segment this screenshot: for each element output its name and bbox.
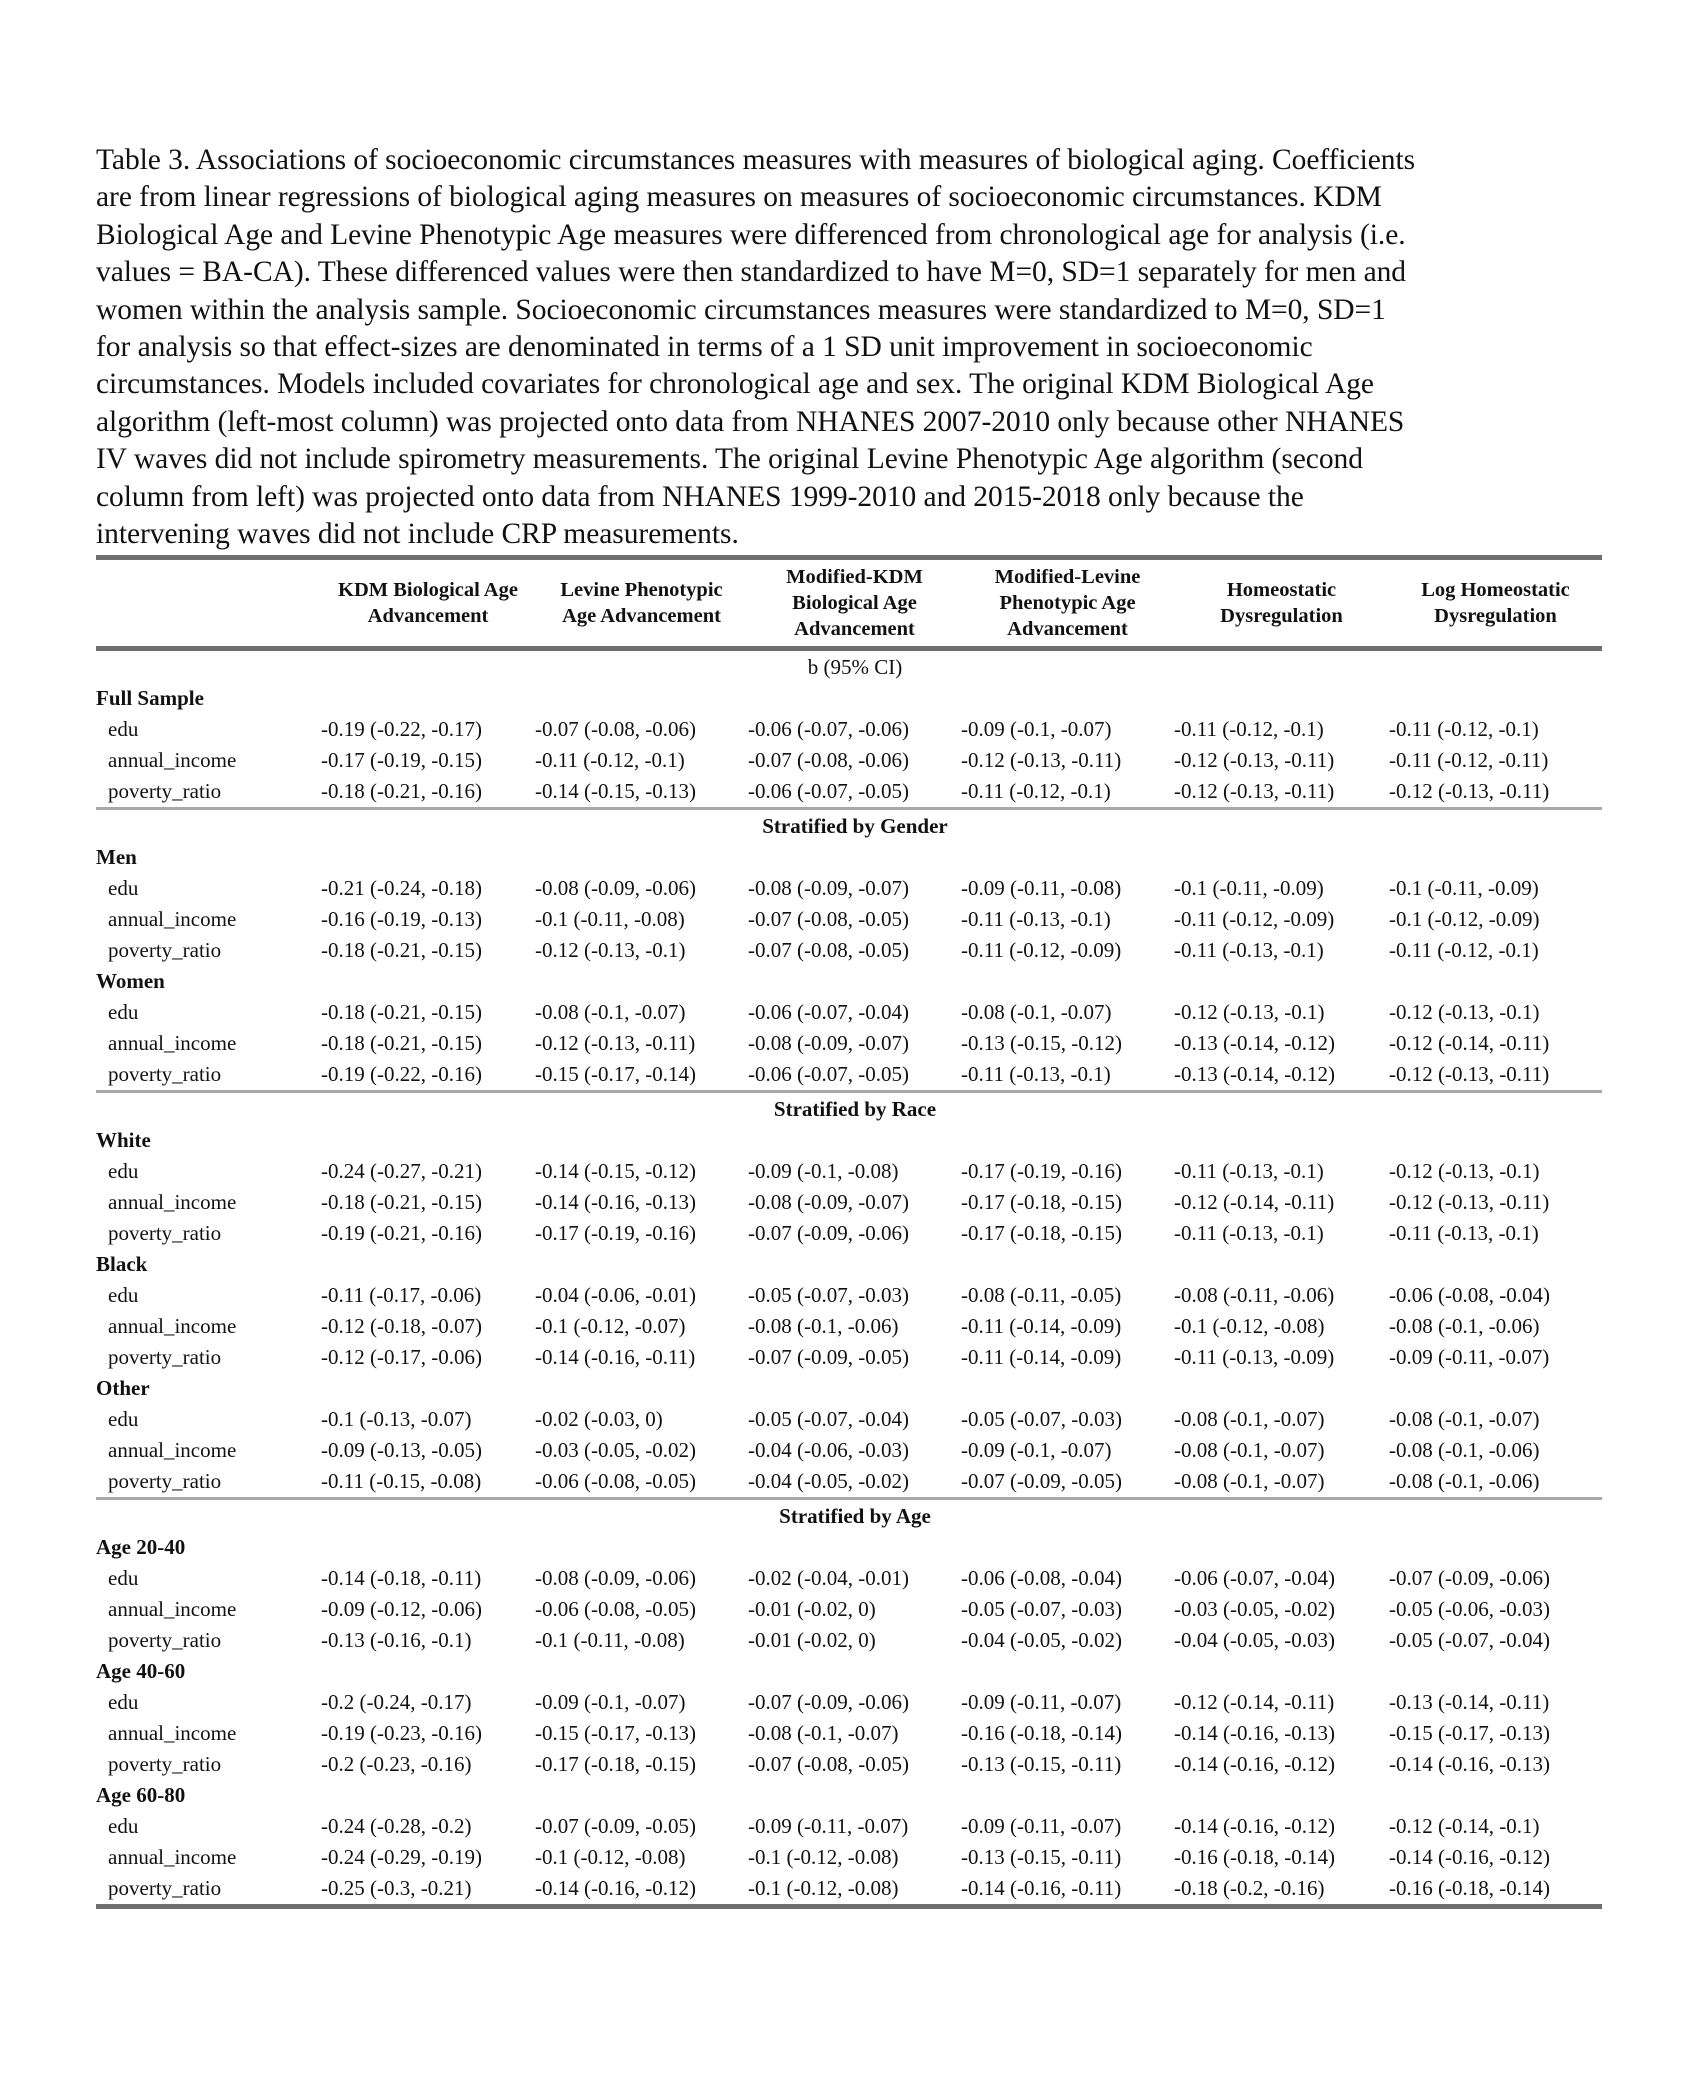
table-cell: -0.07 (-0.08, -0.06) — [535, 717, 696, 742]
table-row — [96, 935, 1602, 966]
table-cell: -0.06 (-0.07, -0.04) — [748, 1000, 909, 1025]
table-cell: -0.12 (-0.13, -0.11) — [1389, 1190, 1550, 1215]
table-cell: -0.15 (-0.17, -0.14) — [535, 1062, 696, 1087]
group-row — [96, 683, 1602, 714]
group-label: Other — [96, 1376, 150, 1401]
table-cell: -0.09 (-0.13, -0.05) — [321, 1438, 482, 1463]
table-row — [96, 873, 1602, 904]
stat-label-row — [96, 649, 1602, 684]
table-cell: -0.11 (-0.12, -0.09) — [1174, 907, 1335, 932]
row-label: edu — [108, 1159, 139, 1184]
table-cell: -0.05 (-0.07, -0.03) — [961, 1407, 1122, 1432]
table-cell: -0.1 (-0.11, -0.09) — [1174, 876, 1324, 901]
table-cell: -0.14 (-0.16, -0.13) — [1174, 1721, 1335, 1746]
group-row — [96, 1532, 1602, 1563]
section-header-row — [96, 1499, 1602, 1533]
table-cell: -0.07 (-0.09, -0.06) — [1389, 1566, 1550, 1591]
table-cell: -0.13 (-0.15, -0.12) — [961, 1031, 1122, 1056]
row-label: annual_income — [108, 1190, 237, 1215]
row-label: poverty_ratio — [108, 1345, 222, 1370]
caption-line: column from left) was projected onto data from NHANES 1999-2010 and 2015-2018 only because the — [96, 480, 1304, 513]
section-header-row — [96, 809, 1602, 843]
stat-label: b (95% CI) — [807, 655, 903, 680]
caption-line: Table 3. Associations of socioeconomic circumstances measures with measures of biological aging. Coefficients — [96, 144, 1416, 176]
table-cell: -0.08 (-0.1, -0.07) — [1389, 1407, 1540, 1432]
table-cell: -0.13 (-0.16, -0.1) — [321, 1628, 472, 1653]
table-cell: -0.04 (-0.06, -0.01) — [535, 1283, 696, 1308]
table-cell: -0.14 (-0.15, -0.12) — [535, 1159, 696, 1184]
group-label: Full Sample — [96, 686, 204, 711]
table-cell: -0.08 (-0.09, -0.06) — [535, 1566, 696, 1591]
table-row — [96, 1435, 1602, 1466]
section-title: Stratified by Race — [773, 1097, 937, 1122]
table-cell: -0.13 (-0.15, -0.11) — [961, 1752, 1122, 1777]
table-cell: -0.07 (-0.09, -0.05) — [748, 1345, 909, 1370]
table-cell: -0.08 (-0.09, -0.07) — [748, 1031, 909, 1056]
table-cell: -0.14 (-0.18, -0.11) — [321, 1566, 482, 1591]
table-row — [96, 1218, 1602, 1249]
column-header — [535, 558, 748, 649]
table-row — [96, 1280, 1602, 1311]
column-header — [1174, 558, 1389, 649]
group-label: Black — [96, 1252, 148, 1277]
table-row — [96, 714, 1602, 745]
table-cell: -0.06 (-0.08, -0.04) — [961, 1566, 1122, 1591]
table-cell: -0.09 (-0.1, -0.08) — [748, 1159, 899, 1184]
table-cell: -0.12 (-0.14, -0.1) — [1389, 1814, 1540, 1839]
table-cell: -0.08 (-0.1, -0.07) — [535, 1000, 686, 1025]
table-cell: -0.07 (-0.09, -0.05) — [961, 1469, 1122, 1494]
group-row — [96, 966, 1602, 997]
column-header-line: Dysregulation — [1434, 605, 1557, 628]
table-row — [96, 1811, 1602, 1842]
table-cell: -0.12 (-0.13, -0.1) — [1389, 1159, 1540, 1184]
column-header-line: Homeostatic — [1226, 579, 1337, 602]
table-cell: -0.11 (-0.12, -0.09) — [961, 938, 1122, 963]
row-label: annual_income — [108, 748, 237, 773]
table-cell: -0.2 (-0.23, -0.16) — [321, 1752, 472, 1777]
column-header-line: Modified-Levine — [994, 566, 1141, 589]
section-title: Stratified by Age — [779, 1504, 931, 1529]
row-label: annual_income — [108, 907, 237, 932]
table-cell: -0.04 (-0.05, -0.03) — [1174, 1628, 1335, 1653]
table-cell: -0.07 (-0.09, -0.05) — [535, 1814, 696, 1839]
table-cell: -0.13 (-0.15, -0.11) — [961, 1845, 1122, 1870]
table-cell: -0.01 (-0.02, 0) — [748, 1597, 876, 1622]
table-cell: -0.19 (-0.22, -0.16) — [321, 1062, 482, 1087]
group-row — [96, 1125, 1602, 1156]
group-row — [96, 1373, 1602, 1404]
row-label: edu — [108, 1690, 139, 1715]
table-cell: -0.17 (-0.18, -0.15) — [961, 1190, 1122, 1215]
table-cell: -0.18 (-0.21, -0.15) — [321, 938, 482, 963]
table-cell: -0.13 (-0.14, -0.12) — [1174, 1062, 1335, 1087]
table-cell: -0.12 (-0.13, -0.11) — [535, 1031, 696, 1056]
row-label: annual_income — [108, 1438, 237, 1463]
group-label: Women — [96, 969, 165, 994]
caption-line: women within the analysis sample. Socioeconomic circumstances measures were standardized to M=0, SD=1 — [96, 293, 1386, 326]
column-header-line: Log Homeostatic — [1421, 579, 1570, 602]
table-row — [96, 997, 1602, 1028]
table-cell: -0.17 (-0.19, -0.16) — [961, 1159, 1122, 1184]
row-label: poverty_ratio — [108, 1876, 222, 1901]
table-row — [96, 1749, 1602, 1780]
table-cell: -0.19 (-0.22, -0.17) — [321, 717, 482, 742]
table-row — [96, 1156, 1602, 1187]
row-label: poverty_ratio — [108, 1752, 222, 1777]
caption-line: are from linear regressions of biological aging measures on measures of socioeconomic circumstances. KDM — [96, 181, 1382, 214]
table-cell: -0.14 (-0.16, -0.12) — [1174, 1752, 1335, 1777]
table-cell: -0.05 (-0.06, -0.03) — [1389, 1597, 1550, 1622]
table-cell: -0.17 (-0.18, -0.15) — [535, 1752, 696, 1777]
table-cell: -0.16 (-0.18, -0.14) — [961, 1721, 1122, 1746]
table-cell: -0.12 (-0.13, -0.1) — [1174, 1000, 1325, 1025]
table-cell: -0.21 (-0.24, -0.18) — [321, 876, 482, 901]
table-cell: -0.12 (-0.13, -0.1) — [1389, 1000, 1540, 1025]
table-cell: -0.11 (-0.13, -0.1) — [961, 1062, 1111, 1087]
row-label: edu — [108, 1566, 139, 1591]
table-cell: -0.14 (-0.16, -0.13) — [1389, 1752, 1550, 1777]
column-header-line: Advancement — [367, 605, 489, 628]
table-cell: -0.12 (-0.18, -0.07) — [321, 1314, 482, 1339]
table-cell: -0.12 (-0.14, -0.11) — [1174, 1190, 1335, 1215]
table-cell: -0.1 (-0.12, -0.08) — [748, 1876, 899, 1901]
table-row — [96, 1873, 1602, 1907]
table-cell: -0.1 (-0.12, -0.08) — [748, 1845, 899, 1870]
table-cell: -0.12 (-0.13, -0.11) — [961, 748, 1122, 773]
table-cell: -0.16 (-0.19, -0.13) — [321, 907, 482, 932]
table-cell: -0.19 (-0.23, -0.16) — [321, 1721, 482, 1746]
table-cell: -0.11 (-0.13, -0.1) — [1174, 1221, 1324, 1246]
column-header — [748, 558, 961, 649]
table-cell: -0.11 (-0.17, -0.06) — [321, 1283, 482, 1308]
table-cell: -0.18 (-0.2, -0.16) — [1174, 1876, 1325, 1901]
table-cell: -0.14 (-0.16, -0.13) — [535, 1190, 696, 1215]
table-cell: -0.24 (-0.27, -0.21) — [321, 1159, 482, 1184]
table-cell: -0.11 (-0.12, -0.1) — [1389, 717, 1539, 742]
table-row — [96, 1059, 1602, 1092]
table-cell: -0.1 (-0.12, -0.08) — [1174, 1314, 1325, 1339]
table-cell: -0.12 (-0.13, -0.11) — [1389, 1062, 1550, 1087]
table-cell: -0.12 (-0.13, -0.11) — [1174, 779, 1335, 804]
table-cell: -0.18 (-0.21, -0.15) — [321, 1031, 482, 1056]
table-cell: -0.11 (-0.12, -0.1) — [535, 748, 685, 773]
table-cell: -0.08 (-0.1, -0.07) — [961, 1000, 1112, 1025]
column-header — [961, 558, 1174, 649]
table-cell: -0.13 (-0.14, -0.11) — [1389, 1690, 1550, 1715]
table-cell: -0.09 (-0.11, -0.08) — [961, 876, 1122, 901]
row-label: annual_income — [108, 1031, 237, 1056]
table-cell: -0.2 (-0.24, -0.17) — [321, 1690, 472, 1715]
table-cell: -0.08 (-0.11, -0.05) — [961, 1283, 1122, 1308]
table-cell: -0.04 (-0.06, -0.03) — [748, 1438, 909, 1463]
row-label: edu — [108, 1814, 139, 1839]
group-row — [96, 1249, 1602, 1280]
table-cell: -0.09 (-0.11, -0.07) — [961, 1814, 1122, 1839]
table-cell: -0.1 (-0.13, -0.07) — [321, 1407, 472, 1432]
table-cell: -0.16 (-0.18, -0.14) — [1389, 1876, 1550, 1901]
table-cell: -0.14 (-0.16, -0.12) — [535, 1876, 696, 1901]
row-label: poverty_ratio — [108, 938, 222, 963]
group-label: Age 20-40 — [96, 1535, 186, 1560]
table-cell: -0.11 (-0.12, -0.1) — [1174, 717, 1324, 742]
caption-line: circumstances. Models included covariates for chronological age and sex. The original KDM Biological Age — [96, 368, 1374, 401]
table-row — [96, 1594, 1602, 1625]
table-cell: -0.06 (-0.07, -0.05) — [748, 1062, 909, 1087]
table-row — [96, 1718, 1602, 1749]
table-row — [96, 1342, 1602, 1373]
column-header-line: Modified-KDM — [786, 566, 923, 589]
table-cell: -0.18 (-0.21, -0.15) — [321, 1000, 482, 1025]
table-cell: -0.07 (-0.08, -0.05) — [748, 1752, 909, 1777]
table-row — [96, 1311, 1602, 1342]
table-cell: -0.14 (-0.16, -0.11) — [535, 1345, 696, 1370]
table-cell: -0.11 (-0.13, -0.1) — [1174, 1159, 1324, 1184]
row-label: poverty_ratio — [108, 1221, 222, 1246]
table-cell: -0.08 (-0.09, -0.07) — [748, 1190, 909, 1215]
table-cell: -0.11 (-0.13, -0.1) — [1389, 1221, 1539, 1246]
table-cell: -0.11 (-0.15, -0.08) — [321, 1469, 482, 1494]
group-label: White — [96, 1128, 151, 1153]
table-cell: -0.24 (-0.28, -0.2) — [321, 1814, 472, 1839]
table-row — [96, 1466, 1602, 1499]
table-row — [96, 1842, 1602, 1873]
row-label: annual_income — [108, 1721, 237, 1746]
group-row — [96, 1780, 1602, 1811]
table-cell: -0.08 (-0.1, -0.06) — [1389, 1469, 1540, 1494]
table-cell: -0.18 (-0.21, -0.16) — [321, 779, 482, 804]
table-cell: -0.08 (-0.1, -0.07) — [1174, 1438, 1325, 1463]
table-cell: -0.09 (-0.1, -0.07) — [535, 1690, 686, 1715]
table-row — [96, 1563, 1602, 1594]
table-caption — [96, 142, 1602, 553]
table-cell: -0.11 (-0.14, -0.09) — [961, 1345, 1122, 1370]
table-cell: -0.12 (-0.14, -0.11) — [1174, 1690, 1335, 1715]
table-cell: -0.1 (-0.11, -0.08) — [535, 907, 685, 932]
table-cell: -0.11 (-0.12, -0.1) — [1389, 938, 1539, 963]
table-cell: -0.12 (-0.13, -0.1) — [535, 938, 686, 963]
table-cell: -0.12 (-0.13, -0.11) — [1174, 748, 1335, 773]
table-cell: -0.19 (-0.21, -0.16) — [321, 1221, 482, 1246]
caption-line: IV waves did not include spirometry measurements. The original Levine Phenotypic Age algorithm (second — [96, 443, 1363, 476]
row-label-header — [96, 558, 321, 649]
page — [96, 142, 1602, 1909]
table-row — [96, 1028, 1602, 1059]
table-cell: -0.08 (-0.1, -0.06) — [1389, 1438, 1540, 1463]
table-cell: -0.02 (-0.03, 0) — [535, 1407, 663, 1432]
table-cell: -0.17 (-0.19, -0.15) — [321, 748, 482, 773]
column-header-line: Biological Age — [792, 592, 917, 615]
table-cell: -0.24 (-0.29, -0.19) — [321, 1845, 482, 1870]
table-cell: -0.06 (-0.07, -0.05) — [748, 779, 909, 804]
table-cell: -0.01 (-0.02, 0) — [748, 1628, 876, 1653]
table-row — [96, 1187, 1602, 1218]
table-cell: -0.1 (-0.11, -0.08) — [535, 1628, 685, 1653]
table-cell: -0.06 (-0.08, -0.05) — [535, 1469, 696, 1494]
results-table — [96, 555, 1602, 1909]
table-row — [96, 745, 1602, 776]
table-cell: -0.15 (-0.17, -0.13) — [1389, 1721, 1550, 1746]
table-cell: -0.09 (-0.12, -0.06) — [321, 1597, 482, 1622]
table-cell: -0.09 (-0.11, -0.07) — [748, 1814, 909, 1839]
table-cell: -0.04 (-0.05, -0.02) — [748, 1469, 909, 1494]
table-cell: -0.25 (-0.3, -0.21) — [321, 1876, 472, 1901]
table-cell: -0.09 (-0.11, -0.07) — [961, 1690, 1122, 1715]
table-cell: -0.12 (-0.17, -0.06) — [321, 1345, 482, 1370]
table-cell: -0.09 (-0.1, -0.07) — [961, 717, 1112, 742]
section-header-row — [96, 1092, 1602, 1126]
table-cell: -0.1 (-0.12, -0.09) — [1389, 907, 1540, 932]
table-cell: -0.16 (-0.18, -0.14) — [1174, 1845, 1335, 1870]
table-cell: -0.08 (-0.11, -0.06) — [1174, 1283, 1335, 1308]
table-cell: -0.11 (-0.13, -0.09) — [1174, 1345, 1335, 1370]
row-label: edu — [108, 717, 139, 742]
table-cell: -0.07 (-0.08, -0.05) — [748, 907, 909, 932]
row-label: edu — [108, 1000, 139, 1025]
table-row — [96, 1625, 1602, 1656]
column-header — [1389, 558, 1602, 649]
table-cell: -0.07 (-0.08, -0.06) — [748, 748, 909, 773]
table-cell: -0.11 (-0.13, -0.1) — [961, 907, 1111, 932]
row-label: annual_income — [108, 1314, 237, 1339]
table-cell: -0.08 (-0.1, -0.07) — [1174, 1469, 1325, 1494]
column-header-line: Dysregulation — [1220, 605, 1343, 628]
caption-line: for analysis so that effect-sizes are denominated in terms of a 1 SD unit improvement in socioeconomic — [96, 331, 1313, 364]
row-label: poverty_ratio — [108, 1062, 222, 1087]
table-cell: -0.11 (-0.12, -0.11) — [1389, 748, 1549, 773]
table-cell: -0.12 (-0.13, -0.11) — [1389, 779, 1550, 804]
table-cell: -0.07 (-0.09, -0.06) — [748, 1690, 909, 1715]
column-header-line: KDM Biological Age — [338, 579, 518, 602]
table-cell: -0.08 (-0.1, -0.06) — [748, 1314, 899, 1339]
table-cell: -0.14 (-0.16, -0.12) — [1389, 1845, 1550, 1870]
column-header — [321, 558, 535, 649]
table-cell: -0.07 (-0.08, -0.05) — [748, 938, 909, 963]
row-label: edu — [108, 876, 139, 901]
column-header-line: Levine Phenotypic — [560, 579, 723, 602]
row-label: edu — [108, 1283, 139, 1308]
table-cell: -0.06 (-0.07, -0.06) — [748, 717, 909, 742]
table-cell: -0.15 (-0.17, -0.13) — [535, 1721, 696, 1746]
group-label: Age 40-60 — [96, 1659, 186, 1684]
table-cell: -0.06 (-0.07, -0.04) — [1174, 1566, 1335, 1591]
table-cell: -0.08 (-0.1, -0.07) — [748, 1721, 899, 1746]
table-cell: -0.1 (-0.12, -0.08) — [535, 1845, 686, 1870]
table-cell: -0.08 (-0.1, -0.07) — [1174, 1407, 1325, 1432]
column-header-line: Age Advancement — [562, 605, 721, 628]
table-cell: -0.06 (-0.08, -0.04) — [1389, 1283, 1550, 1308]
table-cell: -0.12 (-0.14, -0.11) — [1389, 1031, 1550, 1056]
section-title: Stratified by Gender — [762, 814, 948, 839]
table-cell: -0.03 (-0.05, -0.02) — [535, 1438, 696, 1463]
table-cell: -0.04 (-0.05, -0.02) — [961, 1628, 1122, 1653]
row-label: edu — [108, 1407, 139, 1432]
table-cell: -0.1 (-0.12, -0.07) — [535, 1314, 686, 1339]
column-header-line: Advancement — [1007, 618, 1128, 641]
table-cell: -0.14 (-0.15, -0.13) — [535, 779, 696, 804]
table-cell: -0.02 (-0.04, -0.01) — [748, 1566, 909, 1591]
column-header-line: Advancement — [794, 618, 915, 641]
table-cell: -0.11 (-0.13, -0.1) — [1174, 938, 1324, 963]
table-cell: -0.06 (-0.08, -0.05) — [535, 1597, 696, 1622]
table-cell: -0.08 (-0.09, -0.07) — [748, 876, 909, 901]
table-cell: -0.14 (-0.16, -0.12) — [1174, 1814, 1335, 1839]
table-cell: -0.09 (-0.1, -0.07) — [961, 1438, 1112, 1463]
column-header-row — [96, 558, 1602, 649]
table-cell: -0.18 (-0.21, -0.15) — [321, 1190, 482, 1215]
table-cell: -0.11 (-0.14, -0.09) — [961, 1314, 1122, 1339]
group-label: Age 60-80 — [96, 1783, 186, 1808]
group-row — [96, 1656, 1602, 1687]
row-label: poverty_ratio — [108, 1628, 222, 1653]
table-cell: -0.05 (-0.07, -0.03) — [961, 1597, 1122, 1622]
caption-line: values = BA-CA). These differenced values were then standardized to have M=0, SD=1 separately for men and — [96, 256, 1407, 289]
table-cell: -0.05 (-0.07, -0.04) — [1389, 1628, 1550, 1653]
table-cell: -0.1 (-0.11, -0.09) — [1389, 876, 1539, 901]
table-cell: -0.11 (-0.12, -0.1) — [961, 779, 1111, 804]
table-cell: -0.13 (-0.14, -0.12) — [1174, 1031, 1335, 1056]
table-row — [96, 776, 1602, 809]
table-cell: -0.08 (-0.1, -0.06) — [1389, 1314, 1540, 1339]
table-row — [96, 1687, 1602, 1718]
row-label: annual_income — [108, 1845, 237, 1870]
group-label: Men — [96, 845, 137, 870]
table-cell: -0.17 (-0.18, -0.15) — [961, 1221, 1122, 1246]
table-row — [96, 904, 1602, 935]
table-cell: -0.05 (-0.07, -0.04) — [748, 1407, 909, 1432]
row-label: poverty_ratio — [108, 779, 222, 804]
row-label: annual_income — [108, 1597, 237, 1622]
caption-line: intervening waves did not include CRP measurements. — [96, 518, 739, 551]
table-cell: -0.08 (-0.09, -0.06) — [535, 876, 696, 901]
table-cell: -0.09 (-0.11, -0.07) — [1389, 1345, 1550, 1370]
table-row — [96, 1404, 1602, 1435]
table-cell: -0.17 (-0.19, -0.16) — [535, 1221, 696, 1246]
group-row — [96, 842, 1602, 873]
column-header-line: Phenotypic Age — [999, 592, 1136, 615]
row-label: poverty_ratio — [108, 1469, 222, 1494]
table-cell: -0.05 (-0.07, -0.03) — [748, 1283, 909, 1308]
table-cell: -0.14 (-0.16, -0.11) — [961, 1876, 1122, 1901]
table-cell: -0.03 (-0.05, -0.02) — [1174, 1597, 1335, 1622]
table-cell: -0.07 (-0.09, -0.06) — [748, 1221, 909, 1246]
caption-line: Biological Age and Levine Phenotypic Age measures were differenced from chronological age for analysis (i.e. — [96, 218, 1406, 251]
caption-line: algorithm (left-most column) was projected onto data from NHANES 2007-2010 only because other NHANES — [96, 405, 1405, 438]
